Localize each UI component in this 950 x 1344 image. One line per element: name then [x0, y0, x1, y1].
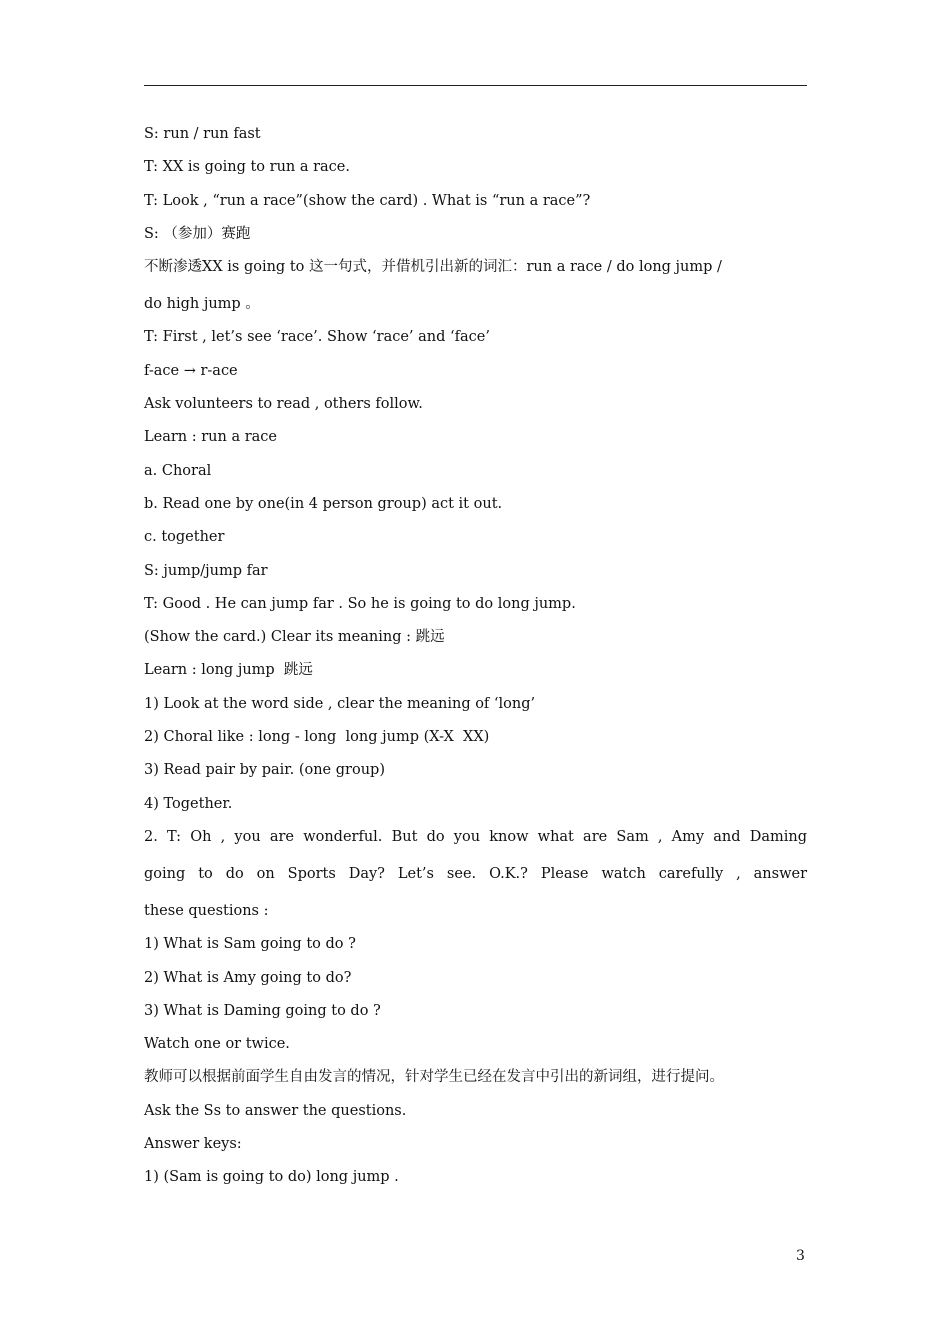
text-line: S: （参加）赛跑 [144, 225, 251, 242]
text-line: b. Read one by one(in 4 person group) act it out. [144, 495, 503, 512]
text-line: going to do on Sports Day? Let’s see. O.K.? Please watch carefully , answer [144, 865, 807, 882]
text-line: 不断渗透XX is going to 这一句式，并借机引出新的词汇：run a race / do long jump / [144, 259, 722, 276]
text-line: a. Choral [144, 462, 212, 479]
text-line: Ask volunteers to read , others follow. [144, 396, 423, 413]
text-line: 4) Together. [144, 795, 233, 812]
text-line: Answer keys: [144, 1136, 242, 1153]
text-line: Ask the Ss to answer the questions. [144, 1102, 407, 1119]
text-line: S: jump/jump far [144, 562, 268, 579]
text-line: these questions : [144, 902, 269, 919]
text-line: S: run / run fast [144, 126, 261, 142]
text-line: (Show the card.) Clear its meaning : 跳远 [144, 629, 445, 646]
text-line: 3) What is Daming going to do ? [144, 1002, 381, 1019]
text-line: c. together [144, 529, 225, 546]
header-rule [144, 85, 807, 86]
document-body [144, 124, 807, 1201]
text-line: Learn : long jump 跳远 [144, 662, 313, 679]
text-line: 1) What is Sam going to do ? [144, 936, 356, 953]
page-number: 3 [796, 1248, 805, 1264]
text-line: 2. T: Oh , you are wonderful. But do you know what are Sam , Amy and Daming [144, 828, 807, 845]
text-line: 3) Read pair by pair. (one group) [144, 762, 385, 779]
text-line: 1) Look at the word side , clear the meaning of ‘long’ [144, 695, 536, 712]
text-line: f-ace → r-ace [144, 362, 238, 379]
text-line: Watch one or twice. [144, 1036, 290, 1053]
text-line: T: XX is going to run a race. [144, 159, 350, 176]
text-line: 2) Choral like : long - long long jump (X-X XX) [144, 729, 490, 746]
text-line: T: Look , “run a race”(show the card) . What is “run a race”? [144, 192, 591, 209]
text-line: T: First , let’s see ‘race’. Show ‘race’ and ‘face’ [144, 329, 490, 346]
text-line: 教师可以根据前面学生自由发言的情况，针对学生已经在发言中引出的新词组，进行提问。 [144, 1069, 724, 1086]
text-line: Learn : run a race [144, 429, 277, 446]
text-line: 1) (Sam is going to do) long jump . [144, 1169, 399, 1186]
text-line: do high jump 。 [144, 296, 260, 313]
text-line: 2) What is Amy going to do? [144, 969, 352, 986]
text-line: T: Good . He can jump far . So he is going to do long jump. [144, 595, 576, 612]
